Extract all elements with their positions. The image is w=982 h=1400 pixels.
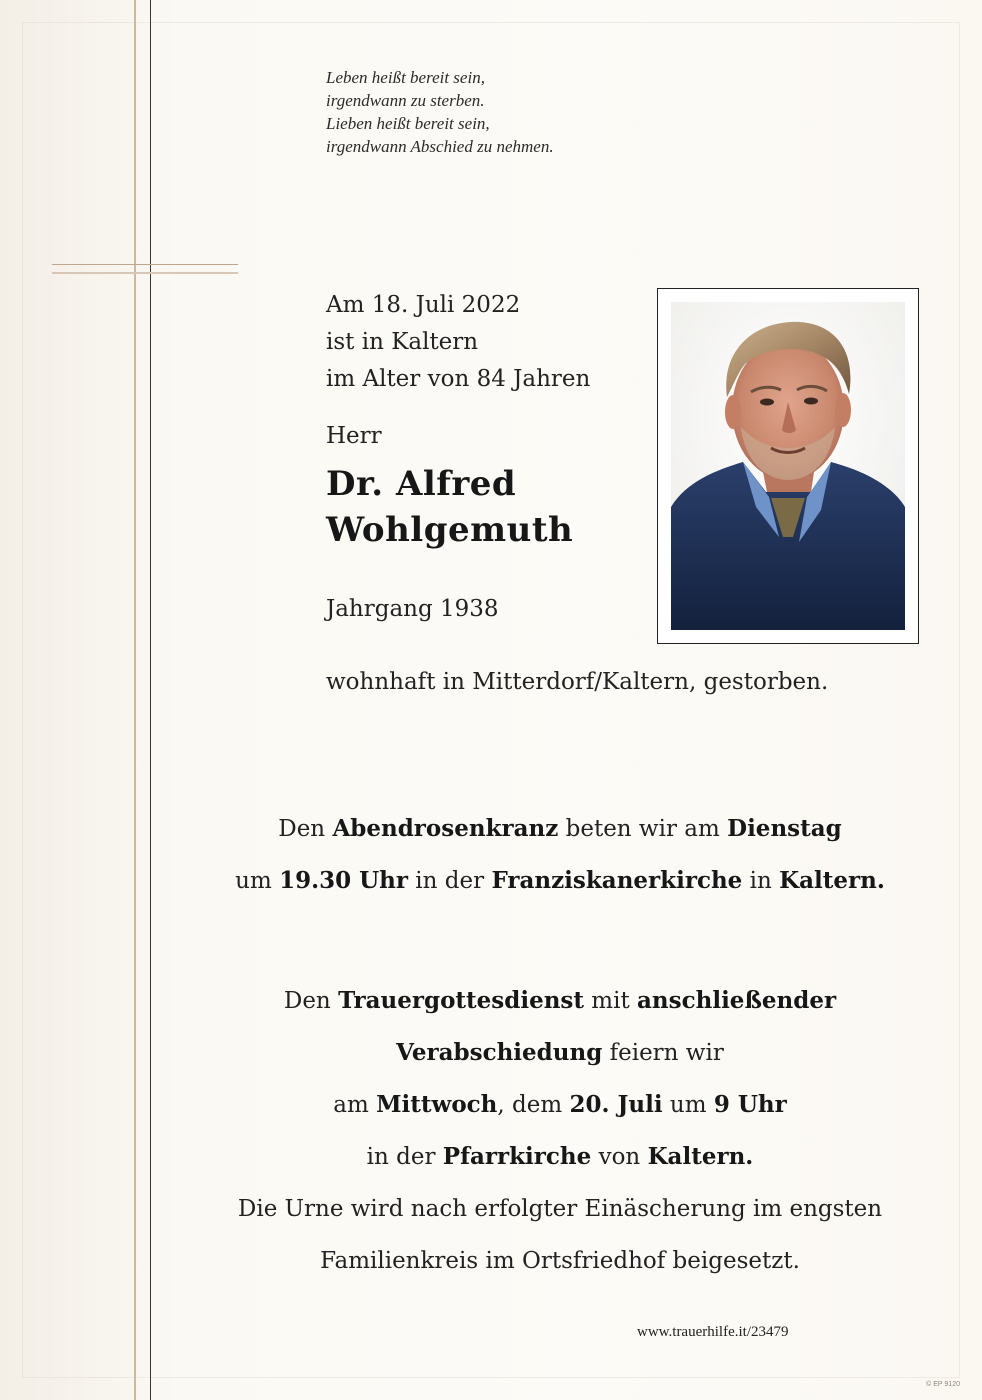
funeral-line-1: [170, 975, 950, 1027]
funeral-announcement: [170, 975, 950, 1287]
deceased-name: [326, 461, 573, 553]
emphasis: Pfarrkirche: [442, 1143, 592, 1170]
website-link[interactable]: www.trauerhilfe.it/23479: [637, 1324, 789, 1340]
portrait-frame: [657, 288, 919, 644]
portrait-illustration: [671, 302, 905, 630]
emphasis: Trauergottesdienst: [338, 987, 584, 1014]
memorial-quote: [326, 66, 554, 158]
text: mit: [584, 988, 638, 1014]
text: am: [333, 1092, 377, 1118]
emphasis: anschließender: [637, 987, 837, 1014]
portrait-photo: [671, 302, 905, 630]
text: in der: [408, 868, 492, 894]
emphasis: 20. Juli: [569, 1091, 663, 1118]
quote-line: Lieben heißt bereit sein,: [326, 114, 490, 133]
emphasis: Kaltern.: [779, 867, 885, 894]
funeral-line-3: [170, 1079, 950, 1131]
emphasis: 19.30 Uhr: [279, 867, 408, 894]
text: feiern wir: [602, 1040, 724, 1066]
quote-line: irgendwann zu sterben.: [326, 91, 485, 110]
emphasis: Kaltern.: [647, 1143, 754, 1170]
emphasis: Dienstag: [727, 815, 842, 842]
rosary-line-2: [170, 855, 950, 907]
print-code: © EP 9120: [926, 1381, 960, 1388]
rosary-line-1: [170, 803, 950, 855]
funeral-line-4: [170, 1131, 950, 1183]
text: Den: [283, 988, 339, 1014]
cross-horizontal-line-bottom: [52, 272, 238, 274]
text: in der: [366, 1144, 443, 1170]
text: von: [591, 1144, 648, 1170]
text: um: [235, 868, 280, 894]
cross-vertical-line-dark: [150, 0, 151, 1400]
rosary-announcement: [170, 803, 950, 907]
funeral-line-6: Familienkreis im Ortsfriedhof beigesetzt.: [320, 1248, 800, 1274]
quote-line: irgendwann Abschied zu nehmen.: [326, 137, 554, 156]
emphasis: Abendrosenkranz: [332, 815, 559, 842]
residence: wohnhaft in Mitterdorf/Kaltern, gestorben.: [326, 669, 829, 695]
funeral-line-5: Die Urne wird nach erfolgter Einäscherung im engsten: [237, 1196, 883, 1222]
text: Den: [278, 816, 333, 842]
death-notice-intro: [326, 287, 590, 398]
quote-line: Leben heißt bereit sein,: [326, 68, 485, 87]
text: in: [742, 868, 780, 894]
salutation: Herr: [326, 423, 382, 449]
emphasis: Franziskanerkirche: [491, 867, 743, 894]
emphasis: 9 Uhr: [713, 1091, 787, 1118]
death-date: Am 18. Juli 2022: [326, 292, 521, 318]
birth-year: Jahrgang 1938: [326, 596, 499, 622]
text: um: [662, 1092, 714, 1118]
cross-vertical-line-light: [134, 0, 136, 1400]
death-place: ist in Kaltern: [326, 329, 479, 355]
cross-horizontal-line-top: [52, 264, 238, 265]
emphasis: Verabschiedung: [396, 1039, 603, 1066]
text: , dem: [497, 1092, 570, 1118]
emphasis: Mittwoch: [376, 1091, 498, 1118]
age-at-death: im Alter von 84 Jahren: [326, 366, 591, 392]
text: beten wir am: [558, 816, 728, 842]
deceased-last-name: Wohlgemuth: [326, 510, 574, 550]
deceased-first-name: Dr. Alfred: [326, 464, 517, 504]
funeral-line-2: [170, 1027, 950, 1079]
